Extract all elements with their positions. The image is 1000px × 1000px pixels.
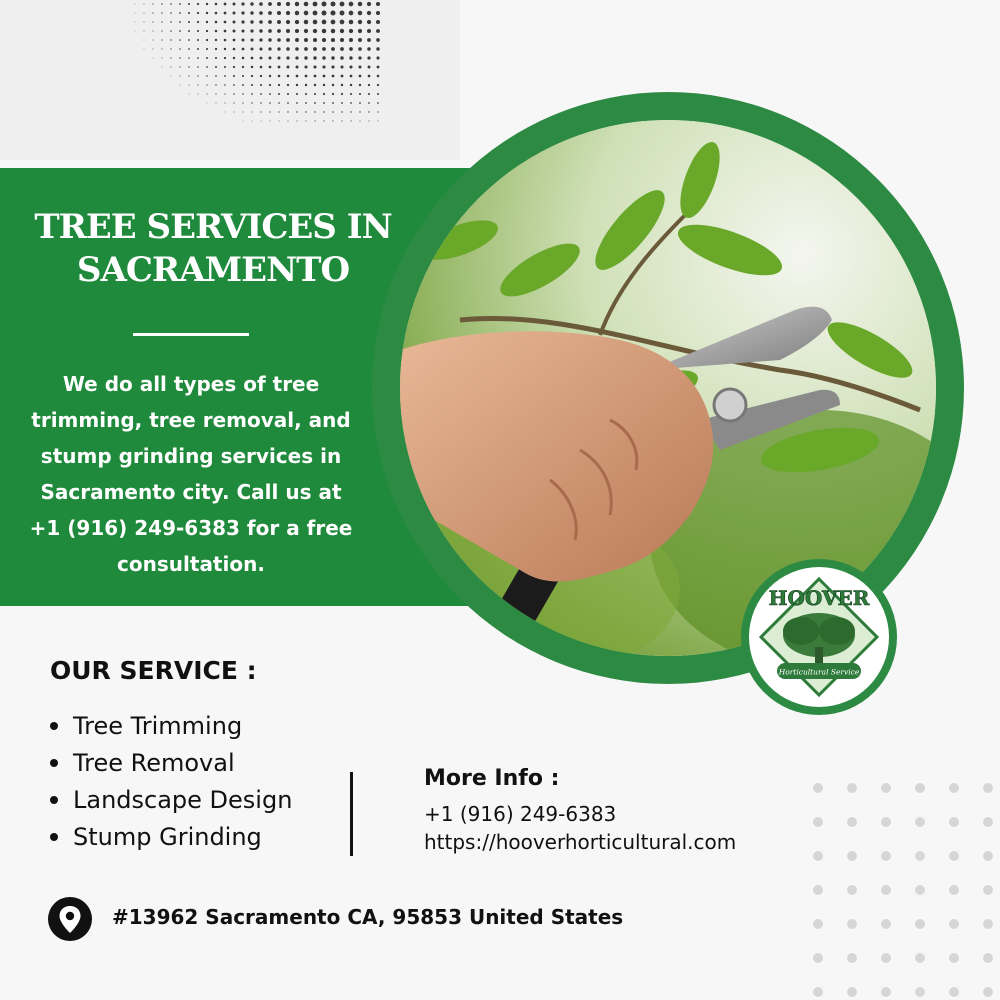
dot-grid-pattern [806, 776, 1000, 1000]
logo-mark [749, 567, 889, 707]
more-info-heading: More Info : [424, 766, 560, 791]
page-title [18, 206, 408, 292]
title-divider [133, 333, 249, 336]
address-text: #13962 Sacramento CA, 95853 United States [112, 905, 624, 929]
intro-line: consultation. [117, 552, 265, 576]
list-item: Stump Grinding [48, 819, 292, 856]
list-item: Tree Trimming [48, 708, 292, 745]
halftone-pattern [0, 0, 460, 160]
services-list [48, 708, 292, 856]
section-divider [350, 772, 353, 856]
intro-line: Sacramento city. Call us at [40, 480, 342, 504]
logo-name: HOOVER [768, 586, 870, 610]
intro-line: +1 (916) 249-6383 for a free [29, 516, 353, 540]
intro-line: We do all types of tree [62, 372, 320, 396]
intro-text [14, 366, 368, 582]
title-line-1: TREE SERVICES IN [34, 207, 392, 247]
list-item: Tree Removal [48, 745, 292, 782]
logo-tagline: Horticultural Service [778, 667, 860, 677]
website-link[interactable]: https://hooverhorticultural.com [424, 830, 737, 854]
map-pin-icon [48, 897, 92, 941]
intro-line: trimming, tree removal, and [31, 408, 351, 432]
services-heading: OUR SERVICE : [50, 656, 257, 685]
list-item: Landscape Design [48, 782, 292, 819]
company-logo [749, 567, 889, 707]
title-line-2: SACRAMENTO [76, 250, 350, 290]
intro-line: stump grinding services in [40, 444, 342, 468]
phone-number[interactable]: +1 (916) 249-6383 [424, 802, 617, 826]
